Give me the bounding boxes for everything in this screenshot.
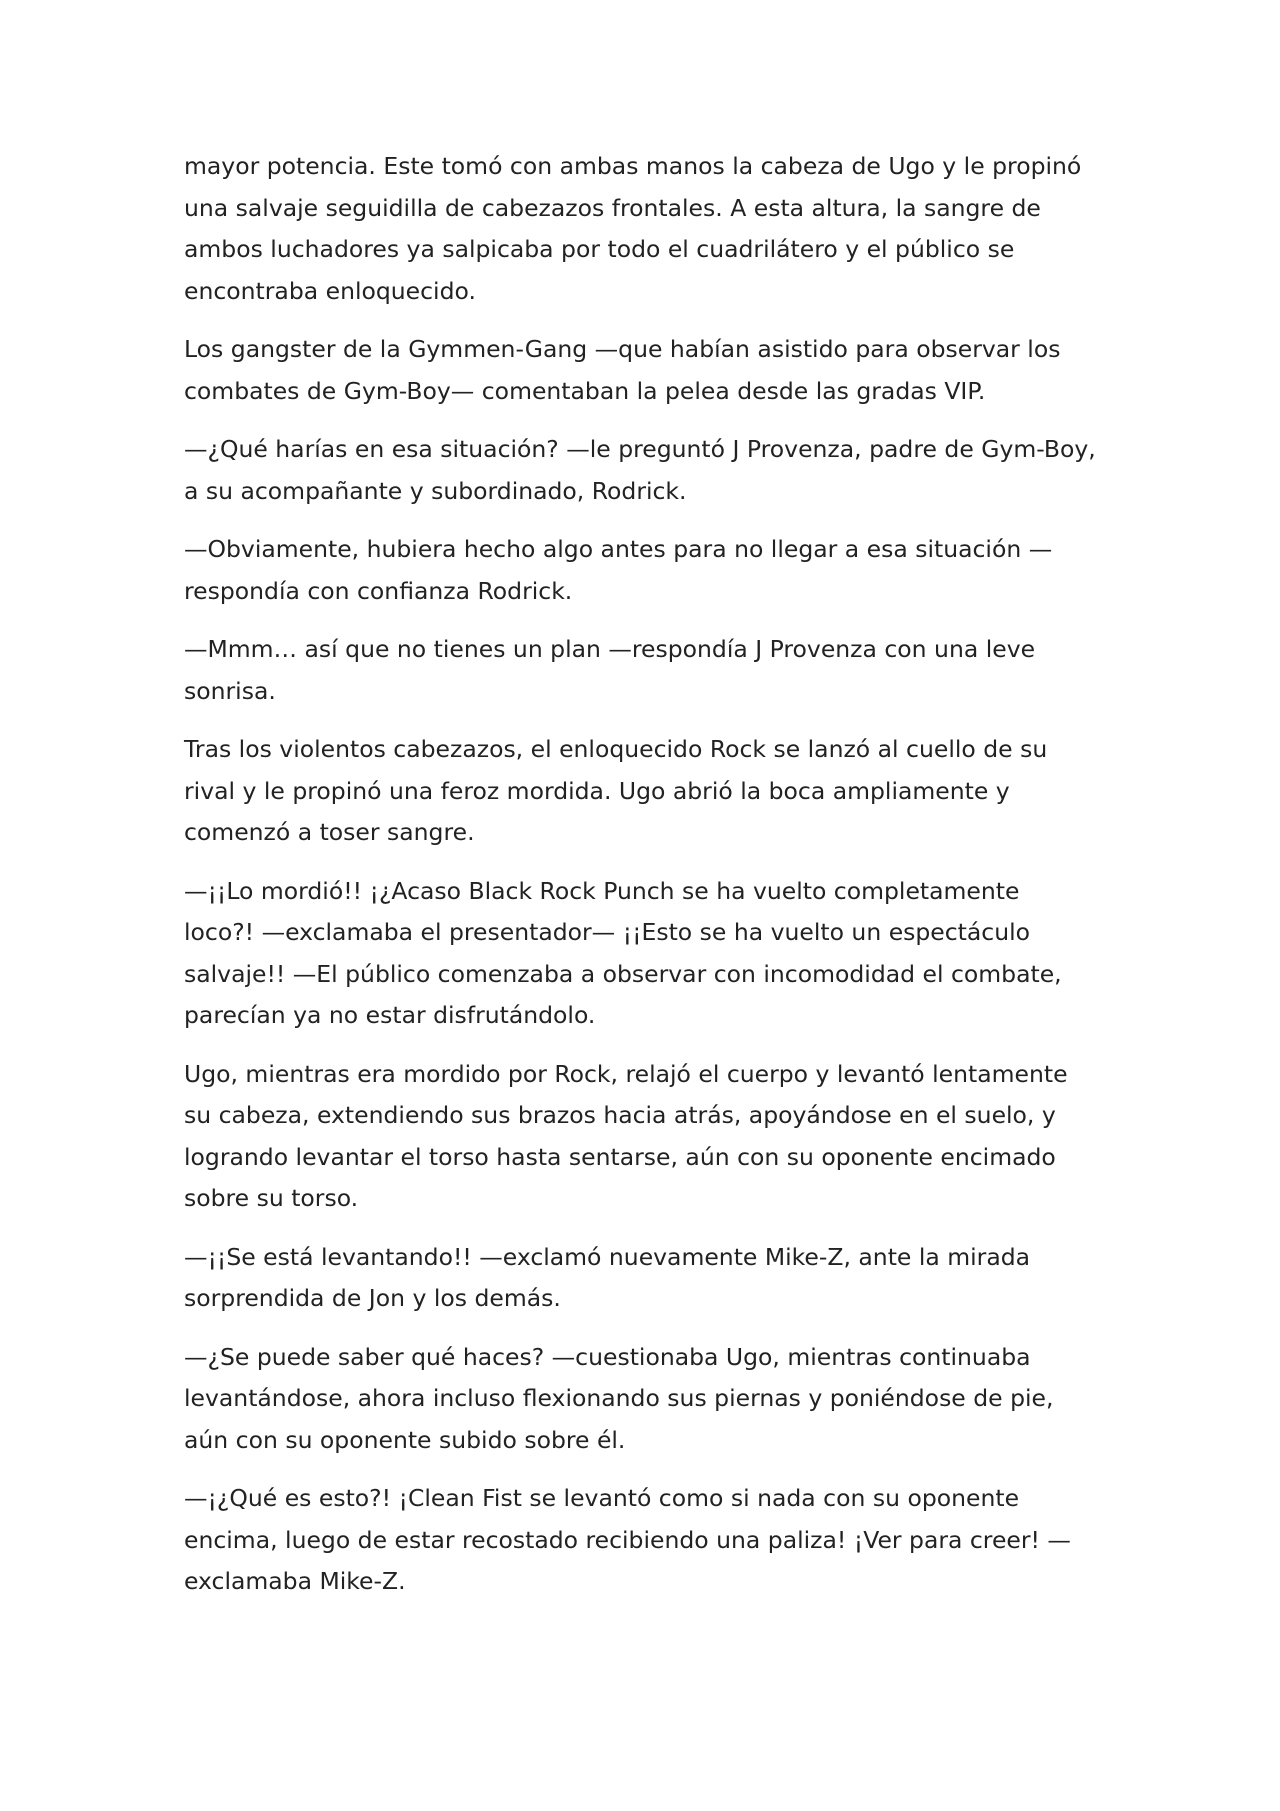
- paragraph: —¿Se puede saber qué haces? —cuestionaba Ugo, mientras continuaba levantándose, ahora incluso flexionando sus piernas y poniéndose de pie, aún con su oponente subido sobre él.: [184, 1342, 1054, 1454]
- paragraph: —¡¿Qué es esto?! ¡Clean Fist se levantó como si nada con su oponente encima, luego de estar recostado recibiendo una paliza! ¡Ver para creer! —exclamaba Mike-Z.: [184, 1484, 1071, 1595]
- paragraph: Los gangster de la Gymmen-Gang —que habían asistido para observar los combates de Gym-Boy— comentaban la pelea desde las gradas VIP.: [184, 335, 1061, 405]
- paragraph: —Mmm… así que no tienes un plan —respondía J Provenza con una leve sonrisa.: [184, 635, 1036, 705]
- paragraph: Ugo, mientras era mordido por Rock, relajó el cuerpo y levantó lentamente su cabeza, extendiendo sus brazos hacia atrás, apoyándose en el suelo, y logrando levantar el torso hasta sentarse, aún con su oponente encimado sobre su torso.: [184, 1059, 1068, 1212]
- paragraph: mayor potencia. Este tomó con ambas manos la cabeza de Ugo y le propinó una salvaje seguidilla de cabezazos frontales. A esta altura, la sangre de ambos luchadores ya salpicaba por todo el cuadrilátero y el público se encontraba enloquecido.: [184, 152, 1082, 305]
- paragraph: Tras los violentos cabezazos, el enloquecido Rock se lanzó al cuello de su rival y le propinó una feroz mordida. Ugo abrió la boca ampliamente y comenzó a toser sangre.: [184, 735, 1048, 846]
- paragraph: —¡¡Lo mordió!! ¡¿Acaso Black Rock Punch se ha vuelto completamente loco?! —exclamaba el presentador— ¡¡Esto se ha vuelto un espectáculo salvaje!! —El público comenzaba a observar con incomodidad el combate, parecían ya no estar disfrutándolo.: [184, 876, 1062, 1029]
- document-body: [184, 146, 1096, 1620]
- paragraph: —¡¡Se está levantando!! —exclamó nuevamente Mike-Z, ante la mirada sorprendida de Jon y los demás.: [184, 1242, 1031, 1312]
- paragraph: —¿Qué harías en esa situación? —le preguntó J Provenza, padre de Gym-Boy, a su acompañante y subordinado, Rodrick.: [184, 435, 1096, 505]
- paragraph: —Obviamente, hubiera hecho algo antes para no llegar a esa situación —respondía con confianza Rodrick.: [184, 535, 1053, 605]
